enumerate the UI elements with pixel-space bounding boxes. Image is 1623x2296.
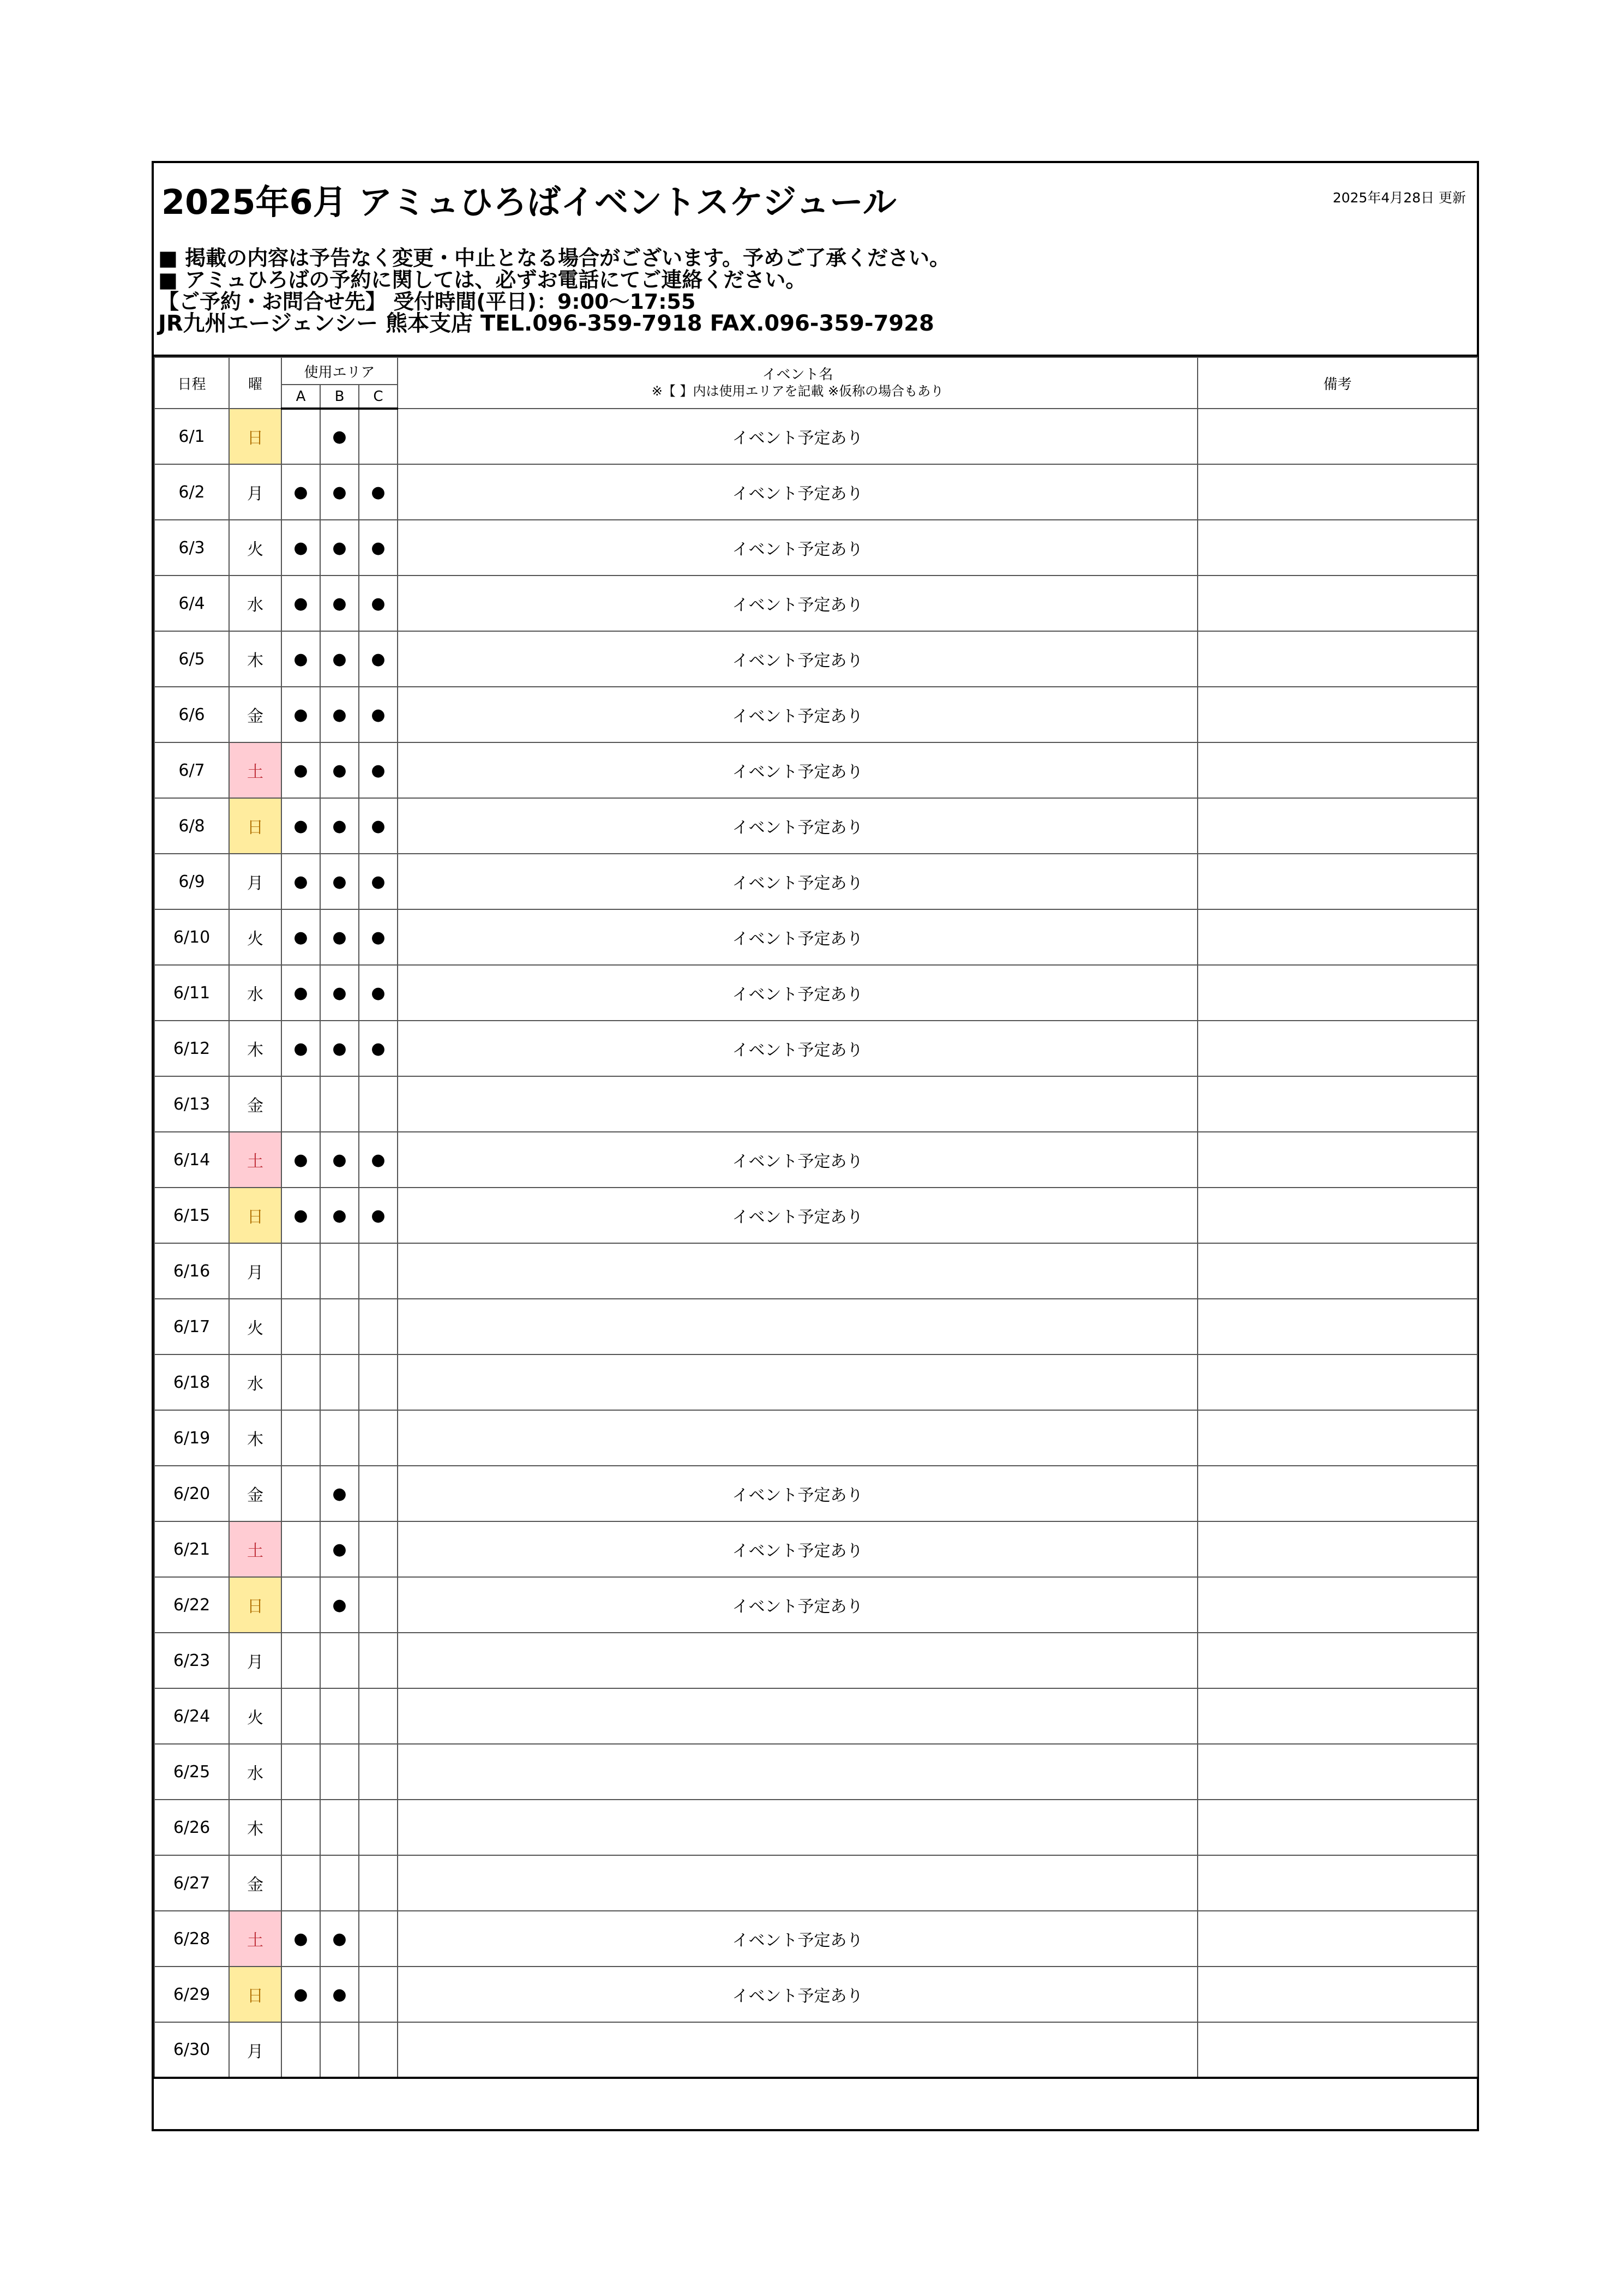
area-c-cell bbox=[359, 1466, 398, 1521]
event-cell: イベント予定あり bbox=[398, 576, 1198, 631]
table-row bbox=[154, 1577, 1477, 1633]
area-b-cell bbox=[320, 1800, 359, 1855]
date-cell: 6/3 bbox=[154, 520, 229, 576]
remarks-cell bbox=[1198, 687, 1477, 742]
table-row bbox=[154, 854, 1477, 909]
area-b-cell bbox=[320, 1243, 359, 1299]
area-b-cell: ● bbox=[320, 1967, 359, 2022]
area-b-cell: ● bbox=[320, 854, 359, 909]
notice-block bbox=[158, 247, 950, 334]
area-b-cell bbox=[320, 1855, 359, 1911]
area-c-cell: ● bbox=[359, 1021, 398, 1076]
area-a-cell: ● bbox=[281, 576, 320, 631]
updated-date: 2025年4月28日 更新 bbox=[1332, 190, 1466, 206]
notice-line: ■ アミュひろばの予約に関しては、必ずお電話にてご連絡ください。 bbox=[158, 268, 807, 292]
area-b-cell: ● bbox=[320, 687, 359, 742]
weekday-cell: 木 bbox=[229, 1800, 281, 1855]
event-cell: イベント予定あり bbox=[398, 854, 1198, 909]
event-cell bbox=[398, 1299, 1198, 1354]
area-c-cell bbox=[359, 2022, 398, 2078]
area-c-cell bbox=[359, 1521, 398, 1577]
area-c-cell: ● bbox=[359, 687, 398, 742]
table-row bbox=[154, 1410, 1477, 1466]
weekday-cell: 日 bbox=[229, 409, 281, 464]
page-title: 2025年6月 アミュひろばイベントスケジュール bbox=[161, 182, 897, 222]
col-header-area-c: C bbox=[359, 385, 398, 409]
weekday-cell: 木 bbox=[229, 1410, 281, 1466]
event-cell bbox=[398, 1243, 1198, 1299]
date-cell: 6/2 bbox=[154, 464, 229, 520]
date-cell: 6/6 bbox=[154, 687, 229, 742]
remarks-cell bbox=[1198, 1855, 1477, 1911]
weekday-cell: 水 bbox=[229, 1354, 281, 1410]
event-cell bbox=[398, 1410, 1198, 1466]
area-a-cell bbox=[281, 1466, 320, 1521]
remarks-cell bbox=[1198, 1688, 1477, 1744]
area-b-cell: ● bbox=[320, 798, 359, 854]
table-row bbox=[154, 1967, 1477, 2022]
area-a-cell bbox=[281, 409, 320, 464]
table-row bbox=[154, 631, 1477, 687]
weekday-cell: 火 bbox=[229, 1688, 281, 1744]
remarks-cell bbox=[1198, 854, 1477, 909]
area-c-cell: ● bbox=[359, 965, 398, 1021]
area-b-cell: ● bbox=[320, 965, 359, 1021]
event-cell: イベント予定あり bbox=[398, 464, 1198, 520]
table-row bbox=[154, 1299, 1477, 1354]
area-b-cell bbox=[320, 1299, 359, 1354]
date-cell: 6/13 bbox=[154, 1076, 229, 1132]
area-b-cell: ● bbox=[320, 409, 359, 464]
area-a-cell: ● bbox=[281, 965, 320, 1021]
date-cell: 6/26 bbox=[154, 1800, 229, 1855]
date-cell: 6/12 bbox=[154, 1021, 229, 1076]
area-a-cell: ● bbox=[281, 909, 320, 965]
table-row bbox=[154, 1911, 1477, 1967]
area-c-cell bbox=[359, 1633, 398, 1688]
event-cell: イベント予定あり bbox=[398, 1466, 1198, 1521]
area-c-cell bbox=[359, 1911, 398, 1967]
weekday-cell: 水 bbox=[229, 576, 281, 631]
weekday-cell: 日 bbox=[229, 1967, 281, 2022]
area-c-cell bbox=[359, 1410, 398, 1466]
notice-line: 【ご予約・お問合せ先】 受付時間(平日)：9:00～17:55 bbox=[158, 290, 696, 314]
remarks-cell bbox=[1198, 1466, 1477, 1521]
area-a-cell bbox=[281, 1243, 320, 1299]
table-row bbox=[154, 965, 1477, 1021]
event-cell bbox=[398, 1076, 1198, 1132]
area-a-cell bbox=[281, 1800, 320, 1855]
table-row bbox=[154, 1021, 1477, 1076]
area-a-cell bbox=[281, 1688, 320, 1744]
area-b-cell: ● bbox=[320, 576, 359, 631]
area-c-cell bbox=[359, 1243, 398, 1299]
weekday-cell: 金 bbox=[229, 1855, 281, 1911]
date-cell: 6/27 bbox=[154, 1855, 229, 1911]
notice-line: ■ 掲載の内容は予告なく変更・中止となる場合がございます。予めご了承ください。 bbox=[158, 246, 951, 270]
area-b-cell bbox=[320, 1688, 359, 1744]
area-a-cell bbox=[281, 1744, 320, 1800]
weekday-cell: 日 bbox=[229, 798, 281, 854]
area-c-cell bbox=[359, 1967, 398, 2022]
remarks-cell bbox=[1198, 1410, 1477, 1466]
area-b-cell: ● bbox=[320, 1911, 359, 1967]
date-cell: 6/30 bbox=[154, 2022, 229, 2078]
weekday-cell: 日 bbox=[229, 1577, 281, 1633]
area-a-cell bbox=[281, 1299, 320, 1354]
col-header-dow: 曜 bbox=[229, 357, 281, 409]
table-row bbox=[154, 1688, 1477, 1744]
area-a-cell: ● bbox=[281, 631, 320, 687]
weekday-cell: 日 bbox=[229, 1188, 281, 1243]
sheet-header bbox=[154, 163, 1477, 357]
event-cell: イベント予定あり bbox=[398, 909, 1198, 965]
remarks-cell bbox=[1198, 1800, 1477, 1855]
weekday-cell: 水 bbox=[229, 965, 281, 1021]
area-a-cell: ● bbox=[281, 1132, 320, 1188]
area-a-cell: ● bbox=[281, 520, 320, 576]
date-cell: 6/7 bbox=[154, 742, 229, 798]
event-cell: イベント予定あり bbox=[398, 409, 1198, 464]
area-a-cell bbox=[281, 1521, 320, 1577]
event-cell bbox=[398, 1855, 1198, 1911]
weekday-cell: 月 bbox=[229, 854, 281, 909]
weekday-cell: 火 bbox=[229, 520, 281, 576]
event-cell: イベント予定あり bbox=[398, 798, 1198, 854]
remarks-cell bbox=[1198, 464, 1477, 520]
area-b-cell: ● bbox=[320, 1466, 359, 1521]
weekday-cell: 火 bbox=[229, 909, 281, 965]
area-c-cell bbox=[359, 1800, 398, 1855]
event-header-note: ※【 】内は使用エリアを記載 ※仮称の場合もあり bbox=[651, 383, 944, 399]
remarks-cell bbox=[1198, 576, 1477, 631]
weekday-cell: 水 bbox=[229, 1744, 281, 1800]
date-cell: 6/24 bbox=[154, 1688, 229, 1744]
table-row bbox=[154, 798, 1477, 854]
date-cell: 6/17 bbox=[154, 1299, 229, 1354]
area-c-cell bbox=[359, 1855, 398, 1911]
event-cell bbox=[398, 1800, 1198, 1855]
table-row bbox=[154, 742, 1477, 798]
area-b-cell: ● bbox=[320, 631, 359, 687]
event-cell: イベント予定あり bbox=[398, 1967, 1198, 2022]
contact-line: JR九州エージェンシー 熊本支店 TEL.096-359-7918 FAX.096-359-7928 bbox=[158, 311, 934, 336]
date-cell: 6/14 bbox=[154, 1132, 229, 1188]
col-header-area-a: A bbox=[281, 385, 320, 409]
date-cell: 6/16 bbox=[154, 1243, 229, 1299]
table-row bbox=[154, 1243, 1477, 1299]
table-row bbox=[154, 2022, 1477, 2078]
date-cell: 6/20 bbox=[154, 1466, 229, 1521]
area-b-cell: ● bbox=[320, 464, 359, 520]
date-cell: 6/29 bbox=[154, 1967, 229, 2022]
area-a-cell: ● bbox=[281, 687, 320, 742]
area-a-cell: ● bbox=[281, 854, 320, 909]
event-cell bbox=[398, 2022, 1198, 2078]
remarks-cell bbox=[1198, 1188, 1477, 1243]
col-header-area-group: 使用エリア bbox=[281, 357, 398, 385]
event-cell: イベント予定あり bbox=[398, 1521, 1198, 1577]
area-a-cell: ● bbox=[281, 464, 320, 520]
date-cell: 6/19 bbox=[154, 1410, 229, 1466]
area-a-cell: ● bbox=[281, 1188, 320, 1243]
area-c-cell bbox=[359, 1577, 398, 1633]
table-row bbox=[154, 1354, 1477, 1410]
weekday-cell: 金 bbox=[229, 687, 281, 742]
remarks-cell bbox=[1198, 1633, 1477, 1688]
event-cell: イベント予定あり bbox=[398, 520, 1198, 576]
area-a-cell: ● bbox=[281, 742, 320, 798]
area-b-cell: ● bbox=[320, 909, 359, 965]
area-a-cell bbox=[281, 1577, 320, 1633]
date-cell: 6/4 bbox=[154, 576, 229, 631]
event-cell bbox=[398, 1633, 1198, 1688]
remarks-cell bbox=[1198, 1076, 1477, 1132]
area-a-cell: ● bbox=[281, 1911, 320, 1967]
area-a-cell bbox=[281, 1855, 320, 1911]
area-c-cell: ● bbox=[359, 464, 398, 520]
col-header-remarks: 備考 bbox=[1198, 357, 1477, 409]
weekday-cell: 火 bbox=[229, 1299, 281, 1354]
event-cell: イベント予定あり bbox=[398, 1188, 1198, 1243]
remarks-cell bbox=[1198, 1577, 1477, 1633]
date-cell: 6/8 bbox=[154, 798, 229, 854]
area-a-cell: ● bbox=[281, 798, 320, 854]
area-c-cell: ● bbox=[359, 798, 398, 854]
schedule-sheet bbox=[152, 161, 1479, 2131]
area-b-cell: ● bbox=[320, 1188, 359, 1243]
weekday-cell: 月 bbox=[229, 464, 281, 520]
date-cell: 6/18 bbox=[154, 1354, 229, 1410]
area-b-cell: ● bbox=[320, 1132, 359, 1188]
area-b-cell bbox=[320, 1410, 359, 1466]
area-b-cell bbox=[320, 1744, 359, 1800]
remarks-cell bbox=[1198, 1744, 1477, 1800]
event-cell: イベント予定あり bbox=[398, 1021, 1198, 1076]
table-row bbox=[154, 520, 1477, 576]
schedule-table bbox=[154, 357, 1478, 2079]
remarks-cell bbox=[1198, 1299, 1477, 1354]
table-row bbox=[154, 909, 1477, 965]
remarks-cell bbox=[1198, 1021, 1477, 1076]
table-row bbox=[154, 1466, 1477, 1521]
area-a-cell bbox=[281, 1076, 320, 1132]
area-c-cell: ● bbox=[359, 854, 398, 909]
date-cell: 6/5 bbox=[154, 631, 229, 687]
area-c-cell bbox=[359, 1076, 398, 1132]
area-b-cell bbox=[320, 1633, 359, 1688]
table-row bbox=[154, 464, 1477, 520]
area-b-cell: ● bbox=[320, 1521, 359, 1577]
area-c-cell: ● bbox=[359, 631, 398, 687]
date-cell: 6/21 bbox=[154, 1521, 229, 1577]
event-header-label: イベント名 bbox=[762, 367, 833, 383]
table-row bbox=[154, 1800, 1477, 1855]
remarks-cell bbox=[1198, 409, 1477, 464]
remarks-cell bbox=[1198, 1911, 1477, 1967]
area-c-cell: ● bbox=[359, 1132, 398, 1188]
remarks-cell bbox=[1198, 520, 1477, 576]
table-row bbox=[154, 576, 1477, 631]
area-b-cell bbox=[320, 1354, 359, 1410]
weekday-cell: 月 bbox=[229, 1243, 281, 1299]
remarks-cell bbox=[1198, 1967, 1477, 2022]
table-row bbox=[154, 409, 1477, 464]
date-cell: 6/11 bbox=[154, 965, 229, 1021]
weekday-cell: 土 bbox=[229, 1521, 281, 1577]
event-cell: イベント予定あり bbox=[398, 742, 1198, 798]
col-header-date: 日程 bbox=[154, 357, 229, 409]
event-cell bbox=[398, 1744, 1198, 1800]
event-cell bbox=[398, 1354, 1198, 1410]
weekday-cell: 土 bbox=[229, 1132, 281, 1188]
event-cell bbox=[398, 1688, 1198, 1744]
area-c-cell bbox=[359, 1354, 398, 1410]
area-c-cell bbox=[359, 1744, 398, 1800]
date-cell: 6/22 bbox=[154, 1577, 229, 1633]
area-c-cell: ● bbox=[359, 1188, 398, 1243]
area-c-cell: ● bbox=[359, 576, 398, 631]
date-cell: 6/9 bbox=[154, 854, 229, 909]
area-c-cell bbox=[359, 1688, 398, 1744]
table-row bbox=[154, 1076, 1477, 1132]
date-cell: 6/15 bbox=[154, 1188, 229, 1243]
remarks-cell bbox=[1198, 742, 1477, 798]
weekday-cell: 月 bbox=[229, 2022, 281, 2078]
area-b-cell: ● bbox=[320, 520, 359, 576]
table-row bbox=[154, 687, 1477, 742]
weekday-cell: 土 bbox=[229, 742, 281, 798]
area-c-cell: ● bbox=[359, 520, 398, 576]
date-cell: 6/1 bbox=[154, 409, 229, 464]
event-cell: イベント予定あり bbox=[398, 1132, 1198, 1188]
table-row bbox=[154, 1855, 1477, 1911]
area-b-cell bbox=[320, 1076, 359, 1132]
event-cell: イベント予定あり bbox=[398, 687, 1198, 742]
area-b-cell: ● bbox=[320, 742, 359, 798]
remarks-cell bbox=[1198, 965, 1477, 1021]
event-cell: イベント予定あり bbox=[398, 1577, 1198, 1633]
remarks-cell bbox=[1198, 1521, 1477, 1577]
area-c-cell: ● bbox=[359, 742, 398, 798]
table-row bbox=[154, 1188, 1477, 1243]
area-b-cell: ● bbox=[320, 1021, 359, 1076]
area-a-cell bbox=[281, 2022, 320, 2078]
col-header-area-b: B bbox=[320, 385, 359, 409]
event-cell: イベント予定あり bbox=[398, 631, 1198, 687]
col-header-event bbox=[398, 357, 1198, 409]
area-c-cell bbox=[359, 409, 398, 464]
date-cell: 6/28 bbox=[154, 1911, 229, 1967]
event-cell: イベント予定あり bbox=[398, 1911, 1198, 1967]
weekday-cell: 木 bbox=[229, 631, 281, 687]
table-row bbox=[154, 1633, 1477, 1688]
weekday-cell: 木 bbox=[229, 1021, 281, 1076]
area-a-cell bbox=[281, 1354, 320, 1410]
area-a-cell bbox=[281, 1633, 320, 1688]
weekday-cell: 月 bbox=[229, 1633, 281, 1688]
weekday-cell: 土 bbox=[229, 1911, 281, 1967]
area-c-cell bbox=[359, 1299, 398, 1354]
area-a-cell bbox=[281, 1410, 320, 1466]
area-a-cell: ● bbox=[281, 1021, 320, 1076]
date-cell: 6/25 bbox=[154, 1744, 229, 1800]
date-cell: 6/10 bbox=[154, 909, 229, 965]
remarks-cell bbox=[1198, 909, 1477, 965]
table-row bbox=[154, 1521, 1477, 1577]
area-b-cell bbox=[320, 2022, 359, 2078]
remarks-cell bbox=[1198, 2022, 1477, 2078]
remarks-cell bbox=[1198, 798, 1477, 854]
remarks-cell bbox=[1198, 1354, 1477, 1410]
remarks-cell bbox=[1198, 631, 1477, 687]
remarks-cell bbox=[1198, 1132, 1477, 1188]
table-row bbox=[154, 1744, 1477, 1800]
event-cell: イベント予定あり bbox=[398, 965, 1198, 1021]
area-b-cell: ● bbox=[320, 1577, 359, 1633]
date-cell: 6/23 bbox=[154, 1633, 229, 1688]
remarks-cell bbox=[1198, 1243, 1477, 1299]
table-row bbox=[154, 1132, 1477, 1188]
area-c-cell: ● bbox=[359, 909, 398, 965]
weekday-cell: 金 bbox=[229, 1076, 281, 1132]
area-a-cell: ● bbox=[281, 1967, 320, 2022]
weekday-cell: 金 bbox=[229, 1466, 281, 1521]
